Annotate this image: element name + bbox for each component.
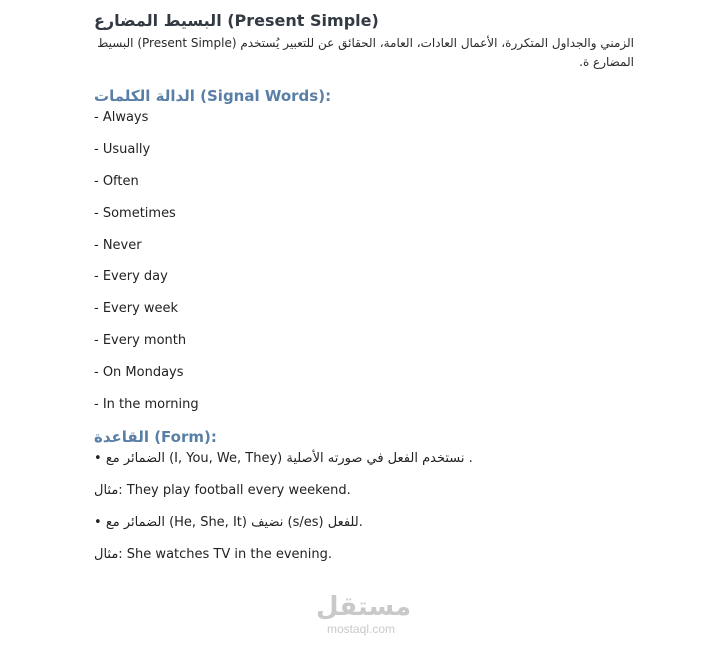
list-item: - Never (94, 237, 142, 253)
list-item: - Every month (94, 333, 187, 349)
list-item: - In the morning (94, 397, 199, 413)
form-example-plural: مثال: They play football every weekend. (94, 483, 351, 498)
watermark-arabic: مستقل (316, 592, 412, 622)
list-item: - Every day (94, 269, 168, 285)
page-title: البسيط المضارع (Present Simple) (94, 11, 379, 30)
list-item: - Often (94, 173, 139, 189)
form-heading: القاعدة (Form): (94, 428, 217, 446)
list-item: - Every week (94, 301, 179, 317)
intro-paragraph: الزمني والجداول المتكررة، الأعمال العادات، العامة، الحقائق عن للتعبير يُستخدم (Present Simple) البسيط المضارع ة. (97, 36, 634, 69)
list-item: - On Mondays (94, 365, 184, 381)
form-rule-plural: • الضمائر مع (I, You, We, They) نستخدم الفعل في صورته الأصلية . (94, 451, 473, 466)
form-rule-singular: • الضمائر مع (He, She, It) نضيف (s/es) للفعل. (94, 515, 363, 530)
signal-words-heading: الدالة الكلمات (Signal Words): (94, 87, 332, 105)
list-item: - Usually (94, 141, 151, 157)
watermark-url: mostaql.com (326, 622, 396, 636)
list-item: - Always (94, 110, 149, 125)
form-example-singular: مثال: She watches TV in the evening. (94, 547, 332, 562)
list-item: - Sometimes (94, 205, 176, 221)
signal-words-list (94, 109, 199, 428)
mostaql-watermark (316, 592, 412, 636)
